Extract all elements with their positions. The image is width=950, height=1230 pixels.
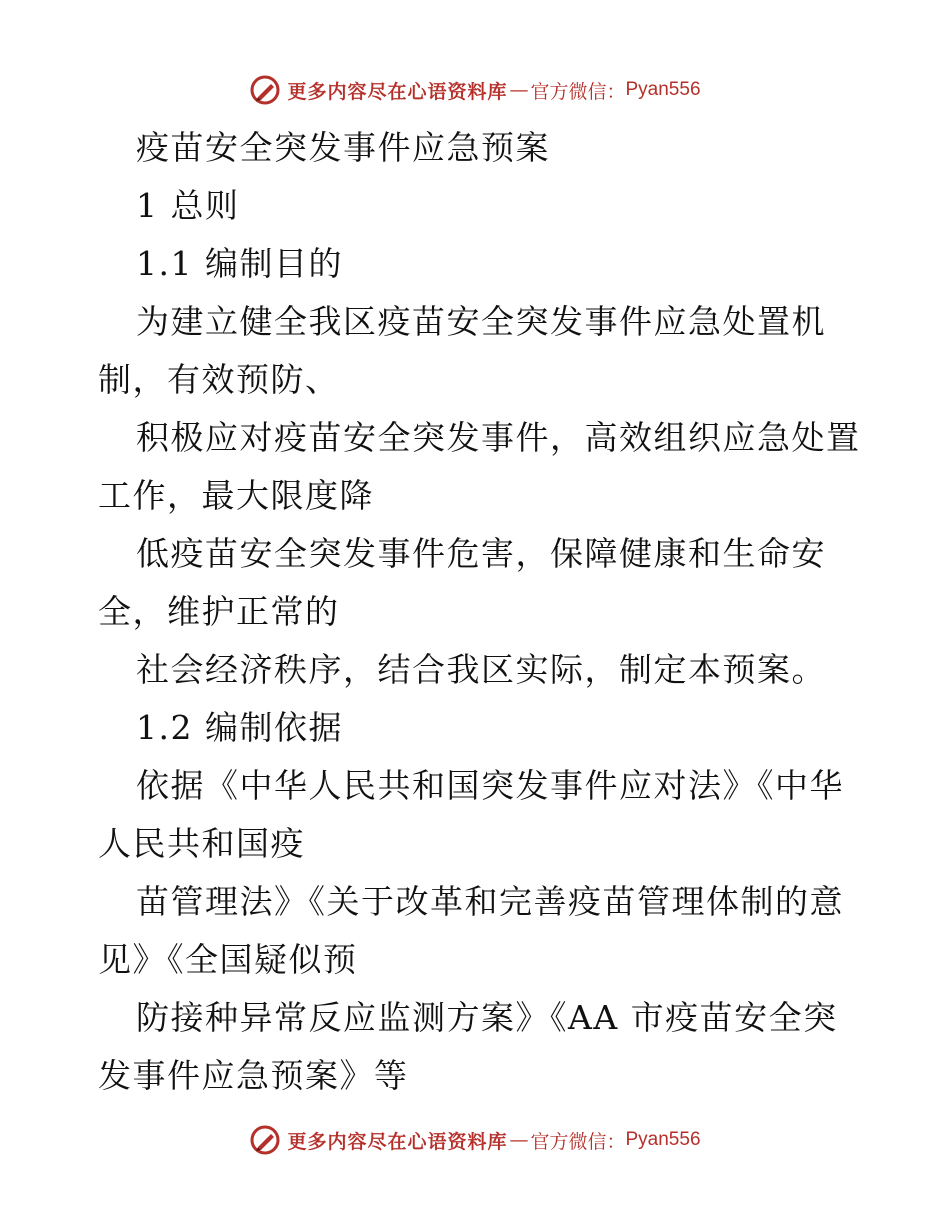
banner-text: 更多内容尽在心语资料库: [287, 1130, 508, 1153]
paragraph-line: 社会经济秩序，结合我区实际，制定本预案。: [136, 650, 826, 689]
banner-wechat-label: 官方微信：: [530, 1130, 626, 1153]
paragraph-line: 制，有效预防、: [98, 360, 340, 399]
section-heading-1: 1 总则: [136, 186, 240, 225]
paragraph-line: 工作，最大限度降: [98, 476, 374, 515]
banner-wechat-label: 官方微信：: [530, 80, 626, 103]
section-heading-1-1: 1.1 编制目的: [136, 244, 343, 283]
paragraph-line: 全，维护正常的: [98, 592, 340, 631]
banner-wechat-id: Pyan556: [625, 79, 701, 100]
pen-logo-icon: [249, 1124, 281, 1156]
header-banner: [0, 70, 950, 110]
banner-wechat-id: Pyan556: [625, 1129, 701, 1150]
pen-logo-icon: [249, 74, 281, 106]
paragraph-line: 人民共和国疫: [98, 824, 305, 863]
banner-separator: —: [509, 1129, 529, 1151]
paragraph-line: 见》《全国疑似预: [98, 940, 358, 979]
banner-separator: —: [509, 79, 529, 101]
paragraph-line: 苗管理法》《关于改革和完善疫苗管理体制的意: [136, 882, 844, 921]
paragraph-line: 发事件应急预案》等: [98, 1056, 409, 1095]
section-heading-1-2: 1.2 编制依据: [136, 708, 343, 747]
paragraph-line: 积极应对疫苗安全突发事件，高效组织应急处置: [136, 418, 861, 457]
paragraph-line: 依据《中华人民共和国突发事件应对法》《中华: [136, 766, 844, 805]
banner-text: 更多内容尽在心语资料库: [287, 80, 508, 103]
footer-banner: [0, 1120, 950, 1160]
document-title: 疫苗安全突发事件应急预案: [136, 128, 550, 167]
paragraph-line: 防接种异常反应监测方案》《AA 市疫苗安全突: [136, 998, 838, 1037]
paragraph-line: 为建立健全我区疫苗安全突发事件应急处置机: [136, 302, 826, 341]
paragraph-line: 低疫苗安全突发事件危害，保障健康和生命安: [136, 534, 826, 573]
